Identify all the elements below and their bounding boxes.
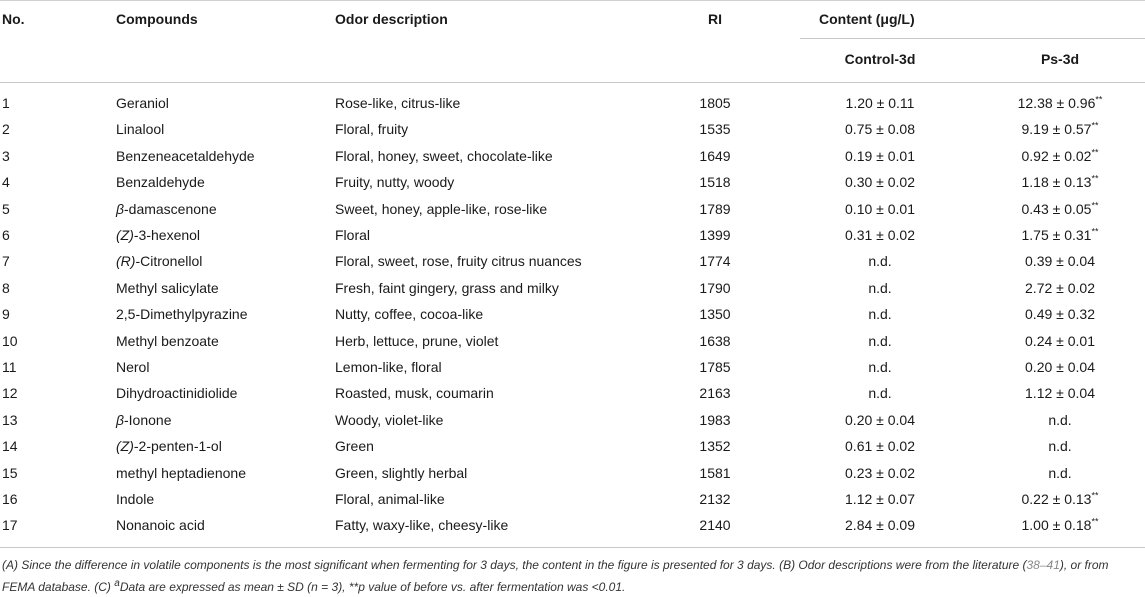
header-content: Content (μg/L) bbox=[819, 11, 915, 27]
row-number: 8 bbox=[2, 280, 10, 296]
compound-name bbox=[116, 516, 205, 534]
compound-name bbox=[116, 464, 246, 482]
compound-name bbox=[116, 94, 169, 112]
row-number: 14 bbox=[2, 438, 18, 454]
odor-description: Roasted, musk, coumarin bbox=[335, 385, 494, 401]
control-3d-value: 0.19 ± 0.01 bbox=[845, 148, 915, 164]
row-number: 11 bbox=[2, 359, 17, 375]
compound-name bbox=[116, 358, 149, 376]
ps-3d-cell bbox=[975, 358, 1145, 376]
retention-index: 1399 bbox=[699, 227, 731, 243]
footnote-sup-a: a bbox=[114, 577, 120, 589]
header-ps-3d: Ps-3d bbox=[1040, 51, 1080, 67]
retention-index: 1983 bbox=[699, 412, 731, 428]
ps-3d-value: n.d. bbox=[1048, 412, 1072, 428]
footnote-part-a: (A) Since the difference in volatile components is the most significant when fermenting for 3 days, the content in the figure is presented for 3 days. (B) Odor descriptions were from the literature ( bbox=[2, 558, 1027, 572]
retention-index: 1789 bbox=[699, 201, 731, 217]
row-number: 7 bbox=[2, 253, 10, 269]
compound-label: Geraniol bbox=[116, 95, 169, 111]
row-number: 13 bbox=[2, 412, 18, 428]
row-number: 10 bbox=[2, 333, 18, 349]
compound-label: Methyl salicylate bbox=[116, 280, 219, 296]
retention-index: 2140 bbox=[699, 517, 731, 533]
footnote-part-c: Data are expressed as mean ± SD (n = 3), **p value of before vs. after fermentation was <0.01. bbox=[119, 579, 626, 594]
retention-index: 2163 bbox=[699, 385, 731, 401]
retention-index: 1518 bbox=[699, 174, 731, 190]
ps-3d-cell bbox=[975, 279, 1145, 297]
retention-index: 1774 bbox=[699, 253, 731, 269]
significance-mark: ** bbox=[1091, 147, 1099, 158]
ps-3d-cell bbox=[975, 226, 1145, 244]
retention-index: 1638 bbox=[699, 333, 731, 349]
retention-index: 1535 bbox=[699, 121, 731, 137]
odor-description: Rose-like, citrus-like bbox=[335, 95, 461, 111]
content-group-rule bbox=[800, 38, 1145, 39]
control-3d-value: n.d. bbox=[868, 333, 892, 349]
compound-label: -3-hexenol bbox=[133, 227, 201, 243]
row-number: 16 bbox=[2, 491, 18, 507]
ps-3d-value: n.d. bbox=[1048, 438, 1072, 454]
control-3d-value: 0.31 ± 0.02 bbox=[845, 227, 915, 243]
compound-name bbox=[116, 490, 154, 508]
significance-mark: ** bbox=[1095, 94, 1103, 105]
odor-description: Floral, fruity bbox=[335, 121, 409, 137]
header-odor-description: Odor description bbox=[335, 11, 448, 27]
ps-3d-cell bbox=[975, 437, 1145, 455]
table-top-rule bbox=[0, 0, 1145, 1]
row-number: 4 bbox=[2, 174, 10, 190]
row-number: 17 bbox=[2, 517, 18, 533]
retention-index: 2132 bbox=[699, 491, 731, 507]
retention-index: 1790 bbox=[699, 280, 731, 296]
odor-description: Floral bbox=[335, 227, 371, 243]
ps-3d-cell bbox=[975, 516, 1145, 534]
control-3d-value: 2.84 ± 0.09 bbox=[845, 517, 915, 533]
odor-description: Herb, lettuce, prune, violet bbox=[335, 333, 499, 349]
odor-description: Floral, animal-like bbox=[335, 491, 445, 507]
ps-3d-value: 1.18 ± 0.13 bbox=[1021, 174, 1092, 190]
compound-label: methyl heptadienone bbox=[116, 465, 246, 481]
compound-name bbox=[116, 226, 200, 244]
odor-description: Green bbox=[335, 438, 374, 454]
ps-3d-cell bbox=[975, 120, 1145, 138]
ps-3d-value: n.d. bbox=[1048, 465, 1072, 481]
odor-description: Green, slightly herbal bbox=[335, 465, 468, 481]
odor-description: Nutty, coffee, cocoa-like bbox=[335, 306, 484, 322]
compound-name bbox=[116, 147, 255, 165]
control-3d-value: n.d. bbox=[868, 385, 892, 401]
significance-mark: ** bbox=[1091, 120, 1099, 131]
compound-label: Linalool bbox=[116, 121, 165, 137]
compound-label: Dihydroactinidiolide bbox=[116, 385, 238, 401]
significance-mark: ** bbox=[1091, 173, 1099, 184]
table-footnote bbox=[2, 557, 1142, 596]
odor-description: Lemon-like, floral bbox=[335, 359, 442, 375]
header-control-3d: Control-3d bbox=[844, 51, 916, 67]
compound-label: Indole bbox=[116, 491, 155, 507]
ps-3d-cell bbox=[975, 252, 1145, 270]
odor-description: Floral, sweet, rose, fruity citrus nuances bbox=[335, 253, 582, 269]
ps-3d-value: 0.39 ± 0.04 bbox=[1025, 253, 1095, 269]
ps-3d-value: 0.20 ± 0.04 bbox=[1025, 359, 1095, 375]
ps-3d-value: 0.22 ± 0.13 bbox=[1021, 491, 1092, 507]
ps-3d-value: 9.19 ± 0.57 bbox=[1021, 121, 1092, 137]
significance-mark: ** bbox=[1091, 226, 1099, 237]
compound-name bbox=[116, 200, 217, 218]
compound-label: -2-penten-1-ol bbox=[133, 438, 222, 454]
control-3d-value: 1.12 ± 0.07 bbox=[845, 491, 915, 507]
significance-mark: ** bbox=[1091, 200, 1099, 211]
ps-3d-cell bbox=[975, 490, 1145, 508]
compound-name bbox=[116, 437, 222, 455]
odor-description: Fatty, waxy-like, cheesy-like bbox=[335, 517, 509, 533]
compound-prefix: (Z) bbox=[116, 227, 134, 243]
odor-description: Fresh, faint gingery, grass and milky bbox=[335, 280, 559, 296]
control-3d-value: n.d. bbox=[868, 306, 892, 322]
significance-mark: ** bbox=[1091, 490, 1099, 501]
compound-label: -Ionone bbox=[124, 412, 172, 428]
row-number: 6 bbox=[2, 227, 10, 243]
compound-label: Benzeneacetaldehyde bbox=[116, 148, 255, 164]
compound-name bbox=[116, 384, 237, 402]
control-3d-value: 0.10 ± 0.01 bbox=[845, 201, 915, 217]
ps-3d-cell bbox=[975, 305, 1145, 323]
compound-label: -Citronellol bbox=[135, 253, 203, 269]
retention-index: 1352 bbox=[699, 438, 731, 454]
ps-3d-cell bbox=[975, 384, 1145, 402]
compound-name bbox=[116, 173, 205, 191]
ps-3d-value: 0.49 ± 0.32 bbox=[1025, 306, 1095, 322]
row-number: 3 bbox=[2, 148, 10, 164]
compound-label: Nonanoic acid bbox=[116, 517, 205, 533]
row-number: 5 bbox=[2, 201, 10, 217]
compound-prefix: β bbox=[116, 201, 124, 217]
compound-prefix: (R) bbox=[116, 253, 136, 269]
compound-name bbox=[116, 332, 219, 350]
ps-3d-cell bbox=[975, 332, 1145, 350]
header-ri: RI bbox=[708, 11, 722, 27]
odor-description: Sweet, honey, apple-like, rose-like bbox=[335, 201, 548, 217]
compound-prefix: (Z) bbox=[116, 438, 134, 454]
control-3d-value: 0.20 ± 0.04 bbox=[845, 412, 915, 428]
control-3d-value: 0.75 ± 0.08 bbox=[845, 121, 915, 137]
compound-name bbox=[116, 411, 171, 429]
ps-3d-value: 2.72 ± 0.02 bbox=[1025, 280, 1095, 296]
table-bottom-rule bbox=[0, 547, 1145, 548]
significance-mark: ** bbox=[1091, 516, 1099, 527]
ps-3d-cell bbox=[975, 173, 1145, 191]
control-3d-value: n.d. bbox=[868, 280, 892, 296]
compound-prefix: β bbox=[116, 412, 124, 428]
compound-label: -damascenone bbox=[124, 201, 217, 217]
compound-name bbox=[116, 120, 164, 138]
ps-3d-value: 0.43 ± 0.05 bbox=[1021, 201, 1092, 217]
compound-name bbox=[116, 252, 202, 270]
compound-name bbox=[116, 279, 219, 297]
ps-3d-value: 0.92 ± 0.02 bbox=[1021, 148, 1092, 164]
odor-description: Woody, violet-like bbox=[335, 412, 444, 428]
row-number: 15 bbox=[2, 465, 18, 481]
control-3d-value: n.d. bbox=[868, 253, 892, 269]
control-3d-value: n.d. bbox=[868, 359, 892, 375]
row-number: 9 bbox=[2, 306, 10, 322]
retention-index: 1581 bbox=[699, 465, 731, 481]
ps-3d-value: 12.38 ± 0.96 bbox=[1017, 95, 1096, 111]
retention-index: 1649 bbox=[699, 148, 731, 164]
ps-3d-value: 0.24 ± 0.01 bbox=[1025, 333, 1095, 349]
control-3d-value: 1.20 ± 0.11 bbox=[845, 95, 915, 111]
ps-3d-value: 1.12 ± 0.04 bbox=[1025, 385, 1095, 401]
row-number: 1 bbox=[2, 95, 10, 111]
control-3d-value: 0.30 ± 0.02 bbox=[845, 174, 915, 190]
control-3d-value: 0.61 ± 0.02 bbox=[845, 438, 915, 454]
retention-index: 1785 bbox=[699, 359, 731, 375]
footnote-part-b: ), or from FEMA database. (C) bbox=[2, 558, 1109, 594]
retention-index: 1805 bbox=[699, 95, 731, 111]
ps-3d-cell bbox=[975, 464, 1145, 482]
ps-3d-cell bbox=[975, 411, 1145, 429]
odor-description: Floral, honey, sweet, chocolate-like bbox=[335, 148, 553, 164]
compound-label: Methyl benzoate bbox=[116, 333, 219, 349]
compound-label: 2,5-Dimethylpyrazine bbox=[116, 306, 248, 322]
ps-3d-value: 1.00 ± 0.18 bbox=[1021, 517, 1092, 533]
ps-3d-cell bbox=[975, 200, 1145, 218]
odor-description: Fruity, nutty, woody bbox=[335, 174, 455, 190]
control-3d-value: 0.23 ± 0.02 bbox=[845, 465, 915, 481]
row-number: 2 bbox=[2, 121, 10, 137]
compound-name bbox=[116, 305, 248, 323]
footnote-refs[interactable]: 38–41 bbox=[1026, 558, 1060, 572]
header-no: No. bbox=[2, 11, 25, 27]
row-number: 12 bbox=[2, 385, 18, 401]
ps-3d-value: 1.75 ± 0.31 bbox=[1021, 227, 1092, 243]
ps-3d-cell bbox=[975, 147, 1145, 165]
retention-index: 1350 bbox=[699, 306, 731, 322]
ps-3d-cell bbox=[975, 94, 1145, 112]
compound-label: Benzaldehyde bbox=[116, 174, 205, 190]
header-compounds: Compounds bbox=[116, 11, 198, 27]
header-bottom-rule bbox=[0, 82, 1145, 83]
compound-label: Nerol bbox=[116, 359, 150, 375]
